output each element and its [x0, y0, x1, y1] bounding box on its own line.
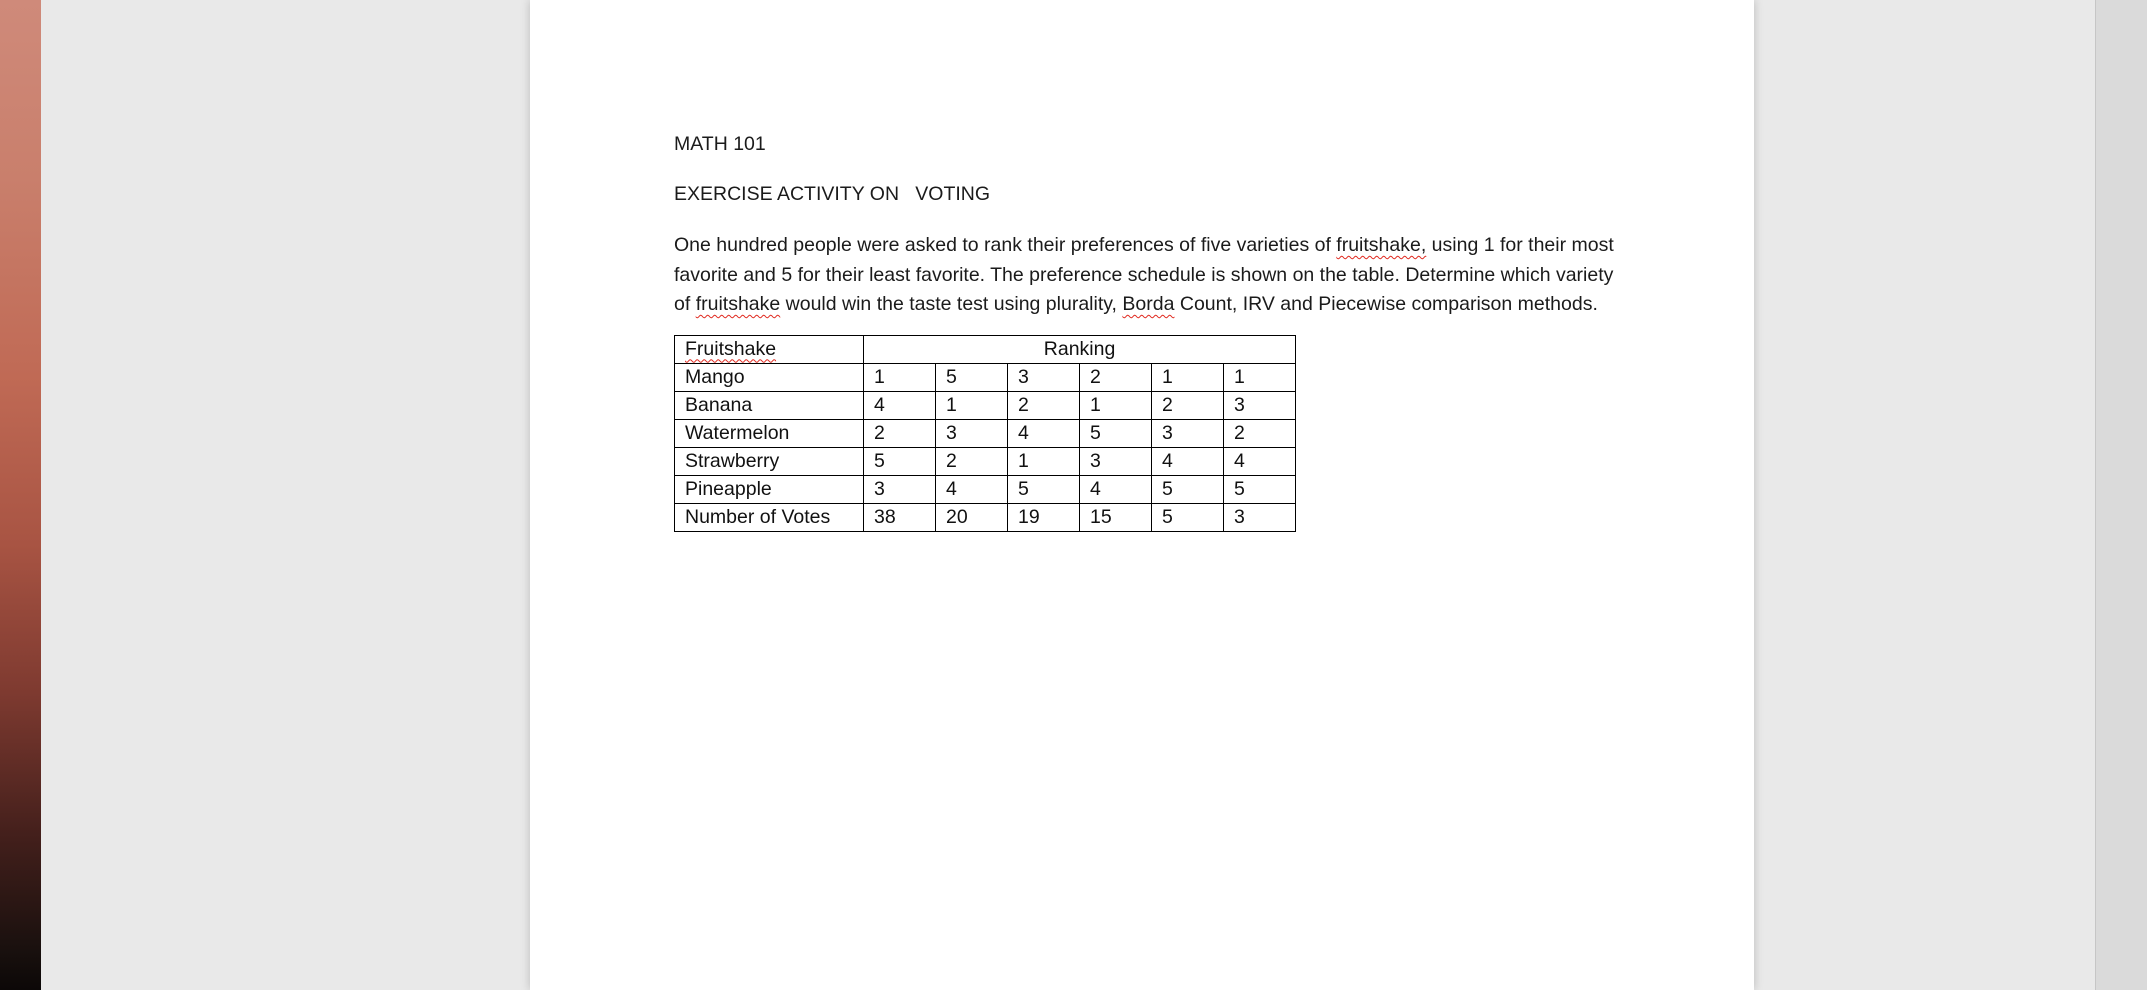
row-label-cell: Watermelon	[675, 419, 864, 447]
ranking-value-cell: 1	[1008, 447, 1080, 475]
misspelled-word: fruitshake,	[1336, 234, 1427, 256]
table-header-ranking-cell: Ranking	[864, 335, 1296, 363]
ranking-value-cell: 5	[1008, 475, 1080, 503]
preference-table	[674, 335, 1296, 532]
row-label-cell: Mango	[675, 363, 864, 391]
ranking-value-cell: 2	[1080, 363, 1152, 391]
ranking-value-cell: 3	[1152, 419, 1224, 447]
paragraph-text-segment: would win the taste test using plurality,	[780, 293, 1123, 315]
table-header-fruitshake-cell	[675, 335, 864, 363]
ranking-value-cell: 4	[1008, 419, 1080, 447]
exercise-paragraph	[674, 231, 1622, 320]
ranking-value-cell: 1	[1080, 391, 1152, 419]
desktop-wallpaper-left	[0, 0, 41, 990]
desktop-right-edge	[2095, 0, 2147, 990]
exercise-heading: EXERCISE ACTIVITY ON VOTING	[674, 183, 991, 205]
misspelled-word: Borda	[1122, 293, 1175, 315]
row-label-cell: Pineapple	[675, 475, 864, 503]
ranking-value-cell: 2	[1224, 419, 1296, 447]
row-label-cell: Number of Votes	[675, 503, 864, 531]
ranking-value-cell: 5	[1152, 475, 1224, 503]
preference-table-body	[675, 363, 1296, 531]
ranking-value-cell: 4	[1152, 447, 1224, 475]
table-header-row	[675, 335, 1296, 363]
misspelled-word: fruitshake	[695, 293, 781, 315]
ranking-value-cell: 4	[936, 475, 1008, 503]
ranking-value-cell: 2	[936, 447, 1008, 475]
ranking-value-cell: 4	[864, 391, 936, 419]
table-row	[675, 503, 1296, 531]
ranking-value-cell: 5	[1080, 419, 1152, 447]
row-label-cell: Banana	[675, 391, 864, 419]
ranking-value-cell: 4	[1080, 475, 1152, 503]
table-row	[675, 363, 1296, 391]
paragraph-text-segment: One hundred people were asked to rank their preferences of five varieties of	[674, 234, 1337, 256]
ranking-value-cell: 5	[864, 447, 936, 475]
ranking-value-cell: 1	[1224, 363, 1296, 391]
table-row	[675, 447, 1296, 475]
ranking-value-cell: 2	[1008, 391, 1080, 419]
ranking-value-cell: 3	[1224, 503, 1296, 531]
ranking-value-cell: 19	[1008, 503, 1080, 531]
ranking-value-cell: 1	[864, 363, 936, 391]
ranking-value-cell: 2	[1152, 391, 1224, 419]
paragraph-text-segment: Count, IRV and Piecewise comparison methods.	[1174, 293, 1598, 315]
ranking-value-cell: 2	[864, 419, 936, 447]
ranking-value-cell: 38	[864, 503, 936, 531]
row-label-cell: Strawberry	[675, 447, 864, 475]
ranking-value-cell: 15	[1080, 503, 1152, 531]
ranking-value-cell: 5	[1152, 503, 1224, 531]
table-row	[675, 419, 1296, 447]
ranking-value-cell: 5	[1224, 475, 1296, 503]
ranking-value-cell: 3	[1080, 447, 1152, 475]
ranking-value-cell: 3	[936, 419, 1008, 447]
ranking-value-cell: 4	[1224, 447, 1296, 475]
table-header-fruitshake-label: Fruitshake	[685, 337, 777, 360]
ranking-value-cell: 1	[936, 391, 1008, 419]
ranking-value-cell: 1	[1152, 363, 1224, 391]
document-page[interactable]	[530, 0, 1754, 990]
ranking-value-cell: 3	[1008, 363, 1080, 391]
table-row	[675, 391, 1296, 419]
ranking-value-cell: 20	[936, 503, 1008, 531]
course-heading: MATH 101	[674, 133, 766, 155]
table-row	[675, 475, 1296, 503]
paragraph-text-segment: using 1 for their most favorite and 5 for their least favorite. The preference schedule is shown on the table. Determine which variety of	[674, 234, 1620, 315]
document-content	[530, 0, 1754, 532]
ranking-value-cell: 3	[864, 475, 936, 503]
ranking-value-cell: 5	[936, 363, 1008, 391]
ranking-value-cell: 3	[1224, 391, 1296, 419]
